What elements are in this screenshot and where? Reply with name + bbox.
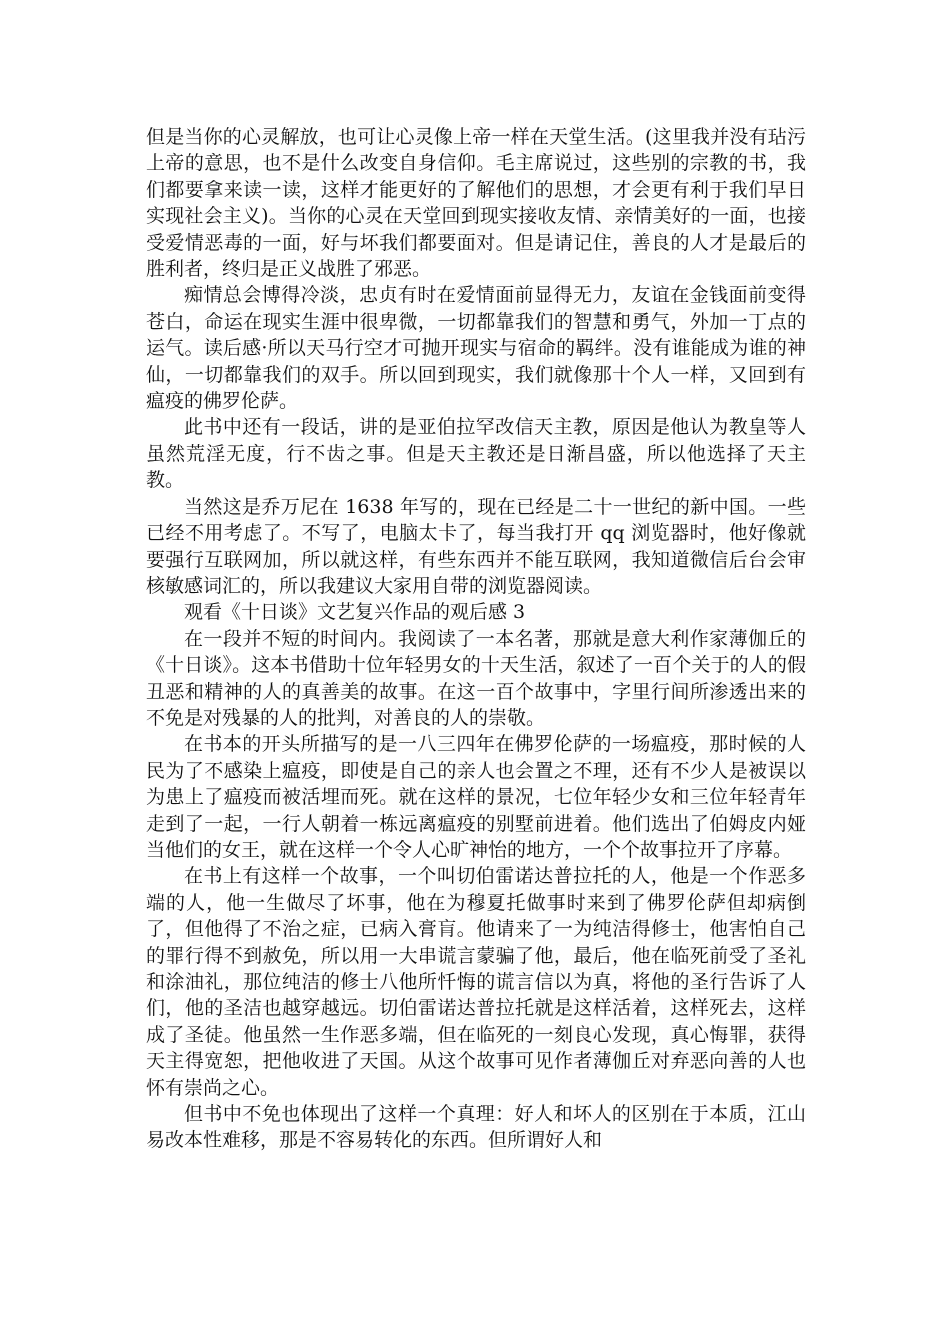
paragraph: 此书中还有一段话，讲的是亚伯拉罕改信天主教，原因是他认为教皇等人虽然荒淫无度，行不齿之事。但是天主教还是日渐昌盛，所以他选择了天主教。 <box>146 416 806 492</box>
paragraph: 在书上有这样一个故事，一个叫切伯雷诺达普拉托的人，他是一个作恶多端的人，他一生做尽了坏事，他在为穆夏托做事时来到了佛罗伦萨但却病倒了，但他得了不治之症，已病入膏肓。他请来了一为纯洁得修士，他害怕自己的罪行得不到赦免，所以用一大串谎言蒙骗了他，最后，他在临死前受了圣礼和涂油礼，那位纯洁的修士八他所忏悔的谎言信以为真，将他的圣行告诉了人们，他的圣洁也越穿越远。切伯雷诺达普拉托就是这样活着，这样死去，这样成了圣徒。他虽然一生作恶多端，但在临死的一刻良心发现，真心悔罪，获得天主得宽恕，把他收进了天国。从这个故事可见作者薄伽丘对弃恶向善的人也怀有崇尚之心。 <box>146 865 806 1099</box>
paragraph: 在一段并不短的时间内。我阅读了一本名著，那就是意大利作家薄伽丘的《十日谈》。这本书借助十位年轻男女的十天生活，叙述了一百个关于的人的假丑恶和精神的人的真善美的故事。在这一百个故事中，字里行间所渗透出来的不免是对残暴的人的批判，对善良的人的崇敬。 <box>146 627 806 729</box>
paragraph: 当然这是乔万尼在 1638 年写的，现在已经是二十一世纪的新中国。一些已经不用考虑了。不写了，电脑太卡了，每当我打开 qq 浏览器时，他好像就要强行互联网加，所以就这样，有些东西并不能互联网，我知道微信后台会审核敏感词汇的，所以我建议大家用自带的浏览器阅读。 <box>146 495 806 597</box>
paragraph-continuation: 但是当你的心灵解放，也可让心灵像上帝一样在天堂生活。(这里我并没有玷污上帝的意思，也不是什么改变自身信仰。毛主席说过，这些别的宗教的书，我们都要拿来读一读，这样才能更好的了解他们的思想，才会更有利于我们早日实现社会主义)。当你的心灵在天堂回到现实接收友情、亲情美好的一面，也接受爱情恶毒的一面，好与坏我们都要面对。但是请记住，善良的人才是最后的胜利者，终归是正义战胜了邪恶。 <box>146 126 806 281</box>
paragraph: 在书本的开头所描写的是一八三四年在佛罗伦萨的一场瘟疫，那时候的人民为了不感染上瘟疫，即使是自己的亲人也会置之不理，还有不少人是被误以为患上了瘟疫而被活埋而死。就在这样的景况，七位年轻少女和三位年轻青年走到了一起，一行人朝着一栋远离瘟疫的别墅前进着。他们选出了伯姆皮内娅当他们的女王，就在这样一个令人心旷神怡的地方，一个个故事拉开了序幕。 <box>146 733 806 861</box>
document-body <box>146 124 806 1154</box>
paragraph: 但书中不免也体现出了这样一个真理：好人和坏人的区别在于本质，江山易改本性难移，那是不容易转化的东西。但所谓好人和 <box>146 1103 806 1152</box>
section-heading: 观看《十日谈》文艺复兴作品的观后感 3 <box>184 601 526 624</box>
paragraph: 痴情总会博得冷淡，忠贞有时在爱情面前显得无力，友谊在金钱面前变得苍白，命运在现实生涯中很卑微，一切都靠我们的智慧和勇气，外加一丁点的运气。读后感·所以天马行空才可抛开现实与宿命的羁绊。没有谁能成为谁的神仙，一切都靠我们的双手。所以回到现实，我们就像那十个人一样，又回到有瘟疫的佛罗伦萨。 <box>146 284 806 413</box>
